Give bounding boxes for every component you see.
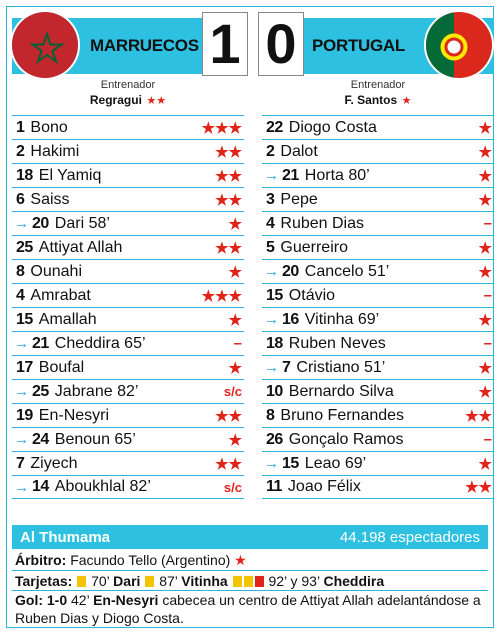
player-row [12, 331, 244, 355]
player-row [12, 427, 244, 451]
player-name: Gonçalo Ramos [288, 430, 404, 448]
player-number: 6 [16, 190, 25, 208]
player-number: 21 [32, 334, 49, 352]
yellow-card-icon [244, 576, 253, 587]
player-number: 17 [16, 358, 33, 376]
player-number: 7 [16, 454, 25, 472]
player-number: 26 [266, 430, 283, 448]
home-coach-rating: ★★ [146, 95, 167, 107]
player-rating: ★ [228, 215, 242, 233]
home-team-name: MARRUECOS [90, 36, 199, 55]
player-row [12, 259, 244, 283]
away-coach [262, 79, 494, 109]
player-row [262, 235, 494, 259]
player-row [12, 283, 244, 307]
player-row [262, 259, 494, 283]
portugal-flag-icon [424, 10, 494, 80]
player-number: 2 [266, 142, 275, 160]
card1-minute: 70’ [91, 573, 110, 589]
player-name: El Yamiq [38, 166, 102, 184]
player-name: Joao Félix [287, 478, 361, 495]
player-number: 25 [16, 238, 33, 256]
player-rating: ★ [228, 311, 242, 329]
player-row [12, 403, 244, 427]
home-coach-name: Regragui [89, 93, 142, 107]
player-name: Horta 80’ [304, 166, 370, 184]
goal-description: cabecea un centro de Attiyat Allah adelantándose a Ruben Dias y Diogo Costa. [15, 592, 481, 626]
player-name: Dalot [280, 142, 318, 160]
player-name: Guerreiro [280, 238, 348, 256]
player-number: 24 [32, 430, 49, 448]
goal-label: Gol: 1-0 [15, 592, 68, 608]
player-name: Dari 58’ [54, 214, 110, 232]
goal-minute: 42’ [71, 592, 90, 608]
away-coach-rating: ★ [401, 95, 412, 107]
scoreboard [12, 12, 488, 76]
morocco-flag-icon [10, 10, 80, 80]
player-number: 22 [266, 118, 283, 136]
player-rating: s/c [223, 479, 242, 495]
venue-bar [12, 525, 488, 549]
referee-line [15, 551, 487, 569]
referee-label: Árbitro: [15, 552, 67, 568]
player-rating: ★ [478, 143, 492, 161]
attendance: 44.198 espectadores [339, 528, 480, 546]
player-rating: ★ [228, 359, 242, 377]
player-rating: – [233, 335, 242, 352]
home-team-header [12, 12, 244, 75]
player-row [12, 355, 244, 379]
player-name: Jabrane 82’ [54, 382, 139, 400]
player-row [12, 115, 244, 139]
player-number: 2 [16, 142, 25, 160]
player-name: Ounahi [30, 262, 82, 280]
home-coach-label: Entrenador [100, 79, 156, 91]
player-rating: – [483, 215, 492, 232]
player-rating: ★ [478, 263, 492, 281]
player-number: 10 [266, 382, 283, 400]
red-card-icon [255, 576, 264, 587]
player-row [262, 211, 494, 235]
player-row [262, 355, 494, 379]
player-row [262, 427, 494, 451]
player-rating: ★ [478, 119, 492, 137]
player-rating: ★★ [215, 407, 242, 425]
player-rating: s/c [223, 384, 242, 399]
card2-player: Vitinha [181, 573, 228, 589]
goal-line [15, 591, 487, 627]
player-number: 8 [16, 262, 25, 280]
player-rating: ★ [228, 431, 242, 449]
player-number: 1 [16, 118, 25, 136]
player-row [12, 379, 244, 403]
card2-minute: 87’ [159, 573, 178, 589]
player-row [12, 139, 244, 163]
player-row [262, 115, 494, 139]
player-number: 4 [16, 286, 25, 304]
player-number: 15 [282, 454, 299, 472]
card3-player: Cheddira [323, 573, 385, 589]
player-name: Saiss [30, 190, 70, 208]
away-team-header [262, 12, 494, 75]
player-name: Ruben Dias [280, 214, 365, 232]
player-name: Benoun 65’ [54, 430, 136, 448]
player-number: 15 [16, 310, 33, 328]
player-name: Leao 69’ [304, 454, 367, 472]
yellow-card-icon [145, 576, 154, 587]
player-name: Bono [30, 118, 68, 136]
player-number: 20 [282, 262, 299, 280]
player-row [12, 235, 244, 259]
substitution-arrow-icon: → [264, 359, 279, 376]
player-rating: – [483, 287, 492, 304]
cards-line [15, 572, 487, 590]
player-number: 3 [266, 190, 275, 208]
substitution-arrow-icon: → [14, 215, 29, 232]
player-name: Cheddira 65’ [54, 334, 146, 352]
substitution-arrow-icon: → [14, 335, 29, 352]
player-number: 8 [266, 406, 275, 424]
player-name: Cancelo 51’ [304, 262, 390, 280]
player-row [262, 187, 494, 211]
substitution-arrow-icon: → [14, 431, 29, 448]
player-number: 19 [16, 406, 33, 424]
player-name: Pepe [280, 190, 318, 208]
player-rating: – [483, 431, 492, 448]
player-name: Amallah [38, 310, 97, 328]
home-score: 1 [202, 12, 248, 76]
substitution-arrow-icon: → [14, 383, 29, 400]
player-name: Amrabat [30, 286, 91, 304]
yellow-card-icon [77, 576, 86, 587]
player-rating: ★ [478, 167, 492, 185]
player-name: Aboukhlal 82’ [54, 478, 151, 495]
home-lineup [12, 115, 244, 499]
player-rating: ★★ [215, 143, 242, 161]
player-name: Otávio [288, 286, 336, 304]
player-number: 21 [282, 166, 299, 184]
player-rating: ★★ [215, 167, 242, 185]
player-row [262, 163, 494, 187]
player-name: Vitinha 69’ [304, 310, 380, 328]
cards-label: Tarjetas: [15, 573, 73, 589]
player-row [262, 139, 494, 163]
player-rating: – [483, 335, 492, 352]
player-name: Cristiano 51’ [296, 358, 386, 376]
player-rating: ★ [478, 455, 492, 473]
player-row [262, 331, 494, 355]
substitution-arrow-icon: → [14, 478, 29, 496]
player-name: Diogo Costa [288, 118, 377, 136]
player-rating: ★ [228, 263, 242, 281]
player-number: 25 [32, 382, 49, 400]
player-rating: ★★ [465, 479, 492, 496]
player-rating: ★★ [215, 191, 242, 209]
player-name: Bruno Fernandes [280, 406, 405, 424]
player-rating: ★ [478, 311, 492, 329]
player-rating: ★ [478, 359, 492, 377]
away-coach-label: Entrenador [350, 79, 406, 91]
player-row [12, 475, 244, 499]
home-coach [12, 79, 244, 109]
referee-rating: ★ [234, 552, 247, 568]
match-report-card [6, 6, 494, 628]
player-number: 11 [266, 478, 282, 495]
player-row [12, 451, 244, 475]
yellow-card-icon [233, 576, 242, 587]
substitution-arrow-icon: → [264, 263, 279, 280]
player-row [262, 451, 494, 475]
referee-name: Facundo Tello (Argentino) [70, 552, 231, 568]
player-rating: ★ [478, 239, 492, 257]
player-name: Bernardo Silva [288, 382, 394, 400]
player-name: Attiyat Allah [38, 238, 123, 256]
player-number: 18 [266, 334, 283, 352]
player-rating: ★★★ [201, 287, 242, 305]
player-row [262, 403, 494, 427]
player-name: En-Nesyri [38, 406, 110, 424]
player-number: 15 [266, 286, 283, 304]
player-rating: ★★★ [201, 119, 242, 137]
player-number: 7 [282, 358, 291, 376]
away-lineup [262, 115, 494, 499]
player-number: 18 [16, 166, 33, 184]
player-row [262, 475, 494, 499]
player-rating: ★ [478, 383, 492, 401]
player-number: 14 [32, 478, 49, 495]
away-team-name: PORTUGAL [312, 36, 405, 55]
venue-name: Al Thumama [20, 528, 111, 546]
player-row [262, 283, 494, 307]
player-name: Ziyech [30, 454, 78, 472]
player-row [262, 307, 494, 331]
player-rating: ★★ [465, 407, 492, 425]
player-name: Boufal [38, 358, 85, 376]
player-name: Ruben Neves [288, 334, 386, 352]
divider [12, 570, 488, 571]
player-row [12, 187, 244, 211]
away-coach-name: F. Santos [344, 93, 398, 107]
player-row [262, 379, 494, 403]
player-name: Hakimi [30, 142, 80, 160]
player-rating: ★★ [215, 455, 242, 473]
player-number: 16 [282, 310, 299, 328]
player-row [12, 211, 244, 235]
player-number: 4 [266, 214, 275, 232]
goal-scorer: En-Nesyri [93, 592, 159, 608]
substitution-arrow-icon: → [264, 311, 279, 328]
player-row [12, 307, 244, 331]
player-number: 20 [32, 214, 49, 232]
away-score: 0 [258, 12, 304, 76]
card1-player: Dari [113, 573, 141, 589]
player-rating: ★ [478, 191, 492, 209]
substitution-arrow-icon: → [264, 167, 279, 184]
player-rating: ★★ [215, 239, 242, 257]
substitution-arrow-icon: → [264, 455, 279, 472]
card3-minute: 92’ y 93’ [268, 573, 320, 589]
player-number: 5 [266, 238, 275, 256]
player-row [12, 163, 244, 187]
